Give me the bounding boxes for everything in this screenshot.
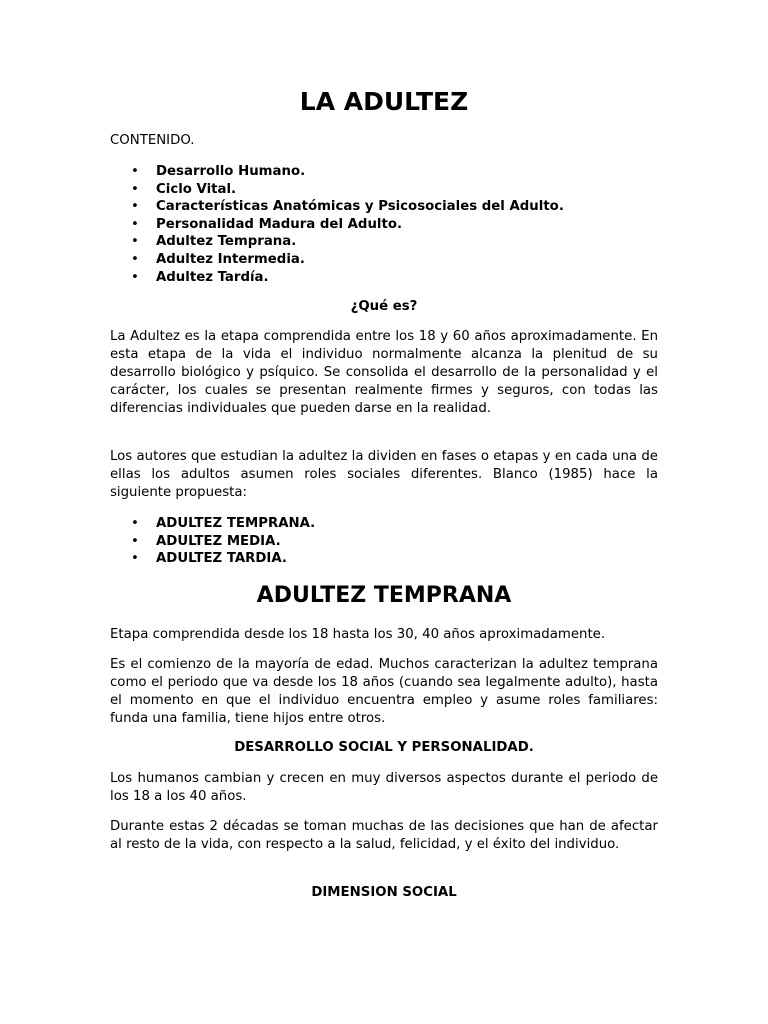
paragraph-fases: Los autores que estudian la adultez la dividen en fases o etapas y en cada una de ellas los adultos asumen roles sociales diferentes. Blanco (1985) hace la siguiente propuesta: bbox=[110, 449, 658, 500]
paragraph-comienzo: Es el comienzo de la mayoría de edad. Muchos caracterizan la adultez temprana como el periodo que va desde los 18 años (cuando sea legalmente adulto), hasta el momento en que el individuo encuentra empleo y asume roles familiares: funda una familia, tiene hijos entre otros. bbox=[110, 657, 658, 726]
contenido-label: CONTENIDO. bbox=[110, 133, 195, 148]
paragraph-etapa: Etapa comprendida desde los 18 hasta los 30, 40 años aproximadamente. bbox=[110, 627, 606, 642]
bullet-icon: • bbox=[131, 181, 139, 197]
que-es-heading: ¿Qué es? bbox=[350, 299, 418, 314]
list-item: • Desarrollo Humano. bbox=[131, 164, 306, 179]
list-item: • Ciclo Vital. bbox=[131, 181, 237, 197]
list-item: • ADULTEZ TEMPRANA. bbox=[131, 516, 316, 531]
contenido-list bbox=[110, 163, 658, 286]
bullet-icon: • bbox=[131, 251, 139, 267]
paragraph-definition: La Adultez es la etapa comprendida entre los 18 y 60 años aproximadamente. En esta etapa de la vida el individuo normalmente alcanza la plenitud de su desarrollo biológico y psíquico. Se consolida el desarrollo de la personalidad y el carácter, los cuales se presentan realmente firmes y seguros, con todas las diferencias individuales que pueden darse en la realidad. bbox=[110, 329, 658, 416]
document-title: LA ADULTEZ bbox=[299, 87, 469, 116]
bullet-icon: • bbox=[131, 199, 139, 215]
subheading-dimension-social: DIMENSION SOCIAL bbox=[311, 885, 457, 900]
bullet-icon: • bbox=[131, 516, 139, 531]
fases-list bbox=[110, 515, 658, 568]
bullet-icon: • bbox=[131, 216, 139, 232]
list-item: • ADULTEZ TARDIA. bbox=[131, 551, 287, 567]
list-item: • Adultez Intermedia. bbox=[131, 251, 305, 267]
paragraph-humanos: Los humanos cambian y crecen en muy diversos aspectos durante el periodo de los 18 a los 40 años. bbox=[110, 771, 658, 804]
list-item: • Adultez Tardía. bbox=[131, 269, 269, 285]
section-heading-adultez-temprana: ADULTEZ TEMPRANA bbox=[256, 583, 512, 608]
list-item: • Personalidad Madura del Adulto. bbox=[131, 216, 403, 232]
bullet-icon: • bbox=[131, 269, 139, 285]
bullet-icon: • bbox=[131, 164, 139, 179]
bullet-icon: • bbox=[131, 533, 139, 549]
list-item: • Adultez Temprana. bbox=[131, 234, 297, 250]
subheading-desarrollo-social: DESARROLLO SOCIAL Y PERSONALIDAD. bbox=[234, 740, 534, 755]
bullet-icon: • bbox=[131, 234, 139, 250]
list-item: • Características Anatómicas y Psicosociales del Adulto. bbox=[131, 199, 564, 215]
bullet-icon: • bbox=[131, 551, 139, 567]
list-item: • ADULTEZ MEDIA. bbox=[131, 533, 281, 549]
paragraph-decadas: Durante estas 2 décadas se toman muchas de las decisiones que han de afectar al resto de la vida, con respecto a la salud, felicidad, y el éxito del individuo. bbox=[110, 819, 658, 852]
